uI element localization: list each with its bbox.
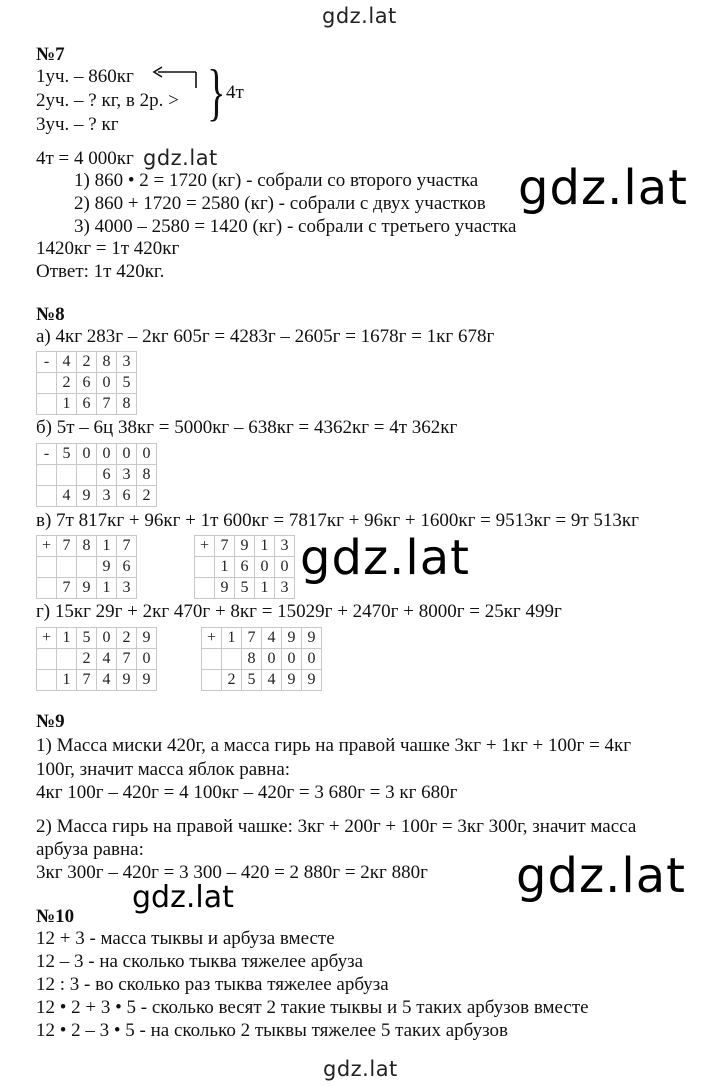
digit-cell: 1 <box>57 670 77 691</box>
expression-line: 12 • 2 + 3 • 5 - сколько весят 2 такие тыквы и 5 таких арбузов вместе <box>36 997 589 1018</box>
solution-step: 3) 4000 – 2580 = 1420 (кг) - собрали с третьего участка <box>74 216 517 237</box>
digit-cell: 5 <box>235 578 255 599</box>
digit-cell: 8 <box>97 352 117 373</box>
solution-step: 1) 860 • 2 = 1720 (кг) - собрали со второго участка <box>74 170 479 191</box>
digit-cell: 6 <box>77 394 97 415</box>
digit-cell: 0 <box>275 557 295 578</box>
digit-cell: 0 <box>137 649 157 670</box>
digit-cell: 6 <box>117 486 137 507</box>
digit-cell <box>77 557 97 578</box>
digit-cell: 5 <box>242 670 262 691</box>
digit-cell: 2 <box>77 352 97 373</box>
digit-cell: 4 <box>262 670 282 691</box>
digit-cell: 1 <box>57 394 77 415</box>
digit-cell: 1 <box>57 628 77 649</box>
digit-cell: + <box>195 536 215 557</box>
digit-cell: 9 <box>235 536 255 557</box>
digit-cell <box>37 670 57 691</box>
digit-cell: 6 <box>235 557 255 578</box>
column-calc-g2 <box>201 627 322 691</box>
digit-cell: 9 <box>97 557 117 578</box>
digit-cell: 1 <box>255 536 275 557</box>
answer-line: Ответ: 1т 420кг. <box>36 261 165 282</box>
digit-cell: 2 <box>137 486 157 507</box>
digit-cell <box>202 649 222 670</box>
column-calc-v2 <box>194 535 295 599</box>
problem-7-title: №7 <box>36 44 65 65</box>
equation-b: б) 5т – 6ц 38кг = 5000кг – 638кг = 4362кг = 4т 362кг <box>36 417 458 438</box>
digit-cell <box>37 486 57 507</box>
problem-8-title: №8 <box>36 304 65 325</box>
digit-cell: 6 <box>77 373 97 394</box>
column-calc-b <box>36 443 157 507</box>
digit-cell: 0 <box>262 649 282 670</box>
text-line: 1) Масса миски 420г, а масса гирь на правой чашке 3кг + 1кг + 100г = 4кг <box>36 735 632 756</box>
digit-cell: 8 <box>137 465 157 486</box>
digit-cell: 7 <box>97 394 117 415</box>
digit-cell: 9 <box>137 670 157 691</box>
digit-cell: 2 <box>57 373 77 394</box>
digit-cell: 8 <box>117 394 137 415</box>
digit-cell <box>37 557 57 578</box>
digit-cell: 1 <box>97 536 117 557</box>
digit-cell: 5 <box>77 628 97 649</box>
watermark-large: gdz.lat <box>518 160 688 216</box>
brace-icon: } <box>207 56 226 127</box>
text-line: 4кг 100г – 420г = 4 100кг – 420г = 3 680г = 3 кг 680г <box>36 782 458 803</box>
digit-cell: 8 <box>77 536 97 557</box>
expression-line: 12 – 3 - на сколько тыква тяжелее арбуза <box>36 951 364 972</box>
digit-cell: 8 <box>242 649 262 670</box>
digit-cell <box>77 465 97 486</box>
digit-cell: 2 <box>222 670 242 691</box>
watermark-bottom: gdz.lat <box>323 1057 398 1081</box>
digit-cell: 7 <box>242 628 262 649</box>
digit-cell: 1 <box>255 578 275 599</box>
digit-cell: + <box>37 628 57 649</box>
digit-cell: 0 <box>97 628 117 649</box>
given-line: 3уч. – ? кг <box>36 114 119 135</box>
digit-cell: 3 <box>97 486 117 507</box>
digit-cell <box>195 557 215 578</box>
watermark-large: gdz.lat <box>516 848 686 904</box>
digit-cell: 7 <box>77 670 97 691</box>
digit-cell: 6 <box>117 557 137 578</box>
digit-cell: 0 <box>117 444 137 465</box>
digit-cell <box>37 649 57 670</box>
digit-cell: 4 <box>97 670 117 691</box>
digit-cell: - <box>37 352 57 373</box>
digit-cell: 7 <box>57 536 77 557</box>
text-line: 2) Масса гирь на правой чашке: 3кг + 200г + 100г = 3кг 300г, значит масса <box>36 816 637 837</box>
text-line: 3кг 300г – 420г = 3 300 – 420 = 2 880г = 2кг 880г <box>36 862 428 883</box>
digit-cell: 0 <box>97 444 117 465</box>
digit-cell: 7 <box>117 649 137 670</box>
digit-cell: 2 <box>117 628 137 649</box>
digit-cell <box>57 649 77 670</box>
digit-cell: 9 <box>77 578 97 599</box>
digit-cell <box>37 373 57 394</box>
digit-cell: 0 <box>77 444 97 465</box>
digit-cell <box>37 578 57 599</box>
digit-cell: 4 <box>262 628 282 649</box>
digit-cell: 9 <box>302 670 322 691</box>
digit-cell <box>57 465 77 486</box>
digit-cell <box>37 465 57 486</box>
digit-cell: 9 <box>302 628 322 649</box>
digit-cell: + <box>37 536 57 557</box>
digit-cell: 1 <box>97 578 117 599</box>
digit-cell: 0 <box>137 444 157 465</box>
arrow-icon <box>150 62 200 90</box>
problem-10-title: №10 <box>36 906 75 927</box>
digit-cell: 4 <box>57 352 77 373</box>
equation-g: г) 15кг 29г + 2кг 470г + 8кг = 15029г + 2470г + 8000г = 25кг 499г <box>36 601 562 622</box>
digit-cell: 9 <box>282 670 302 691</box>
expression-line: 12 + 3 - масса тыквы и арбуза вместе <box>36 928 335 949</box>
digit-cell: 3 <box>117 578 137 599</box>
result-line: 1420кг = 1т 420кг <box>36 238 180 259</box>
digit-cell: 4 <box>57 486 77 507</box>
digit-cell: 1 <box>222 628 242 649</box>
expression-line: 12 : 3 - во сколько раз тыква тяжелее арбуза <box>36 974 389 995</box>
column-calc-v1 <box>36 535 137 599</box>
digit-cell: 6 <box>97 465 117 486</box>
digit-cell: 4 <box>97 649 117 670</box>
column-calc-a <box>36 351 137 415</box>
digit-cell: 2 <box>77 649 97 670</box>
watermark-medium: gdz.lat <box>132 880 234 915</box>
watermark-top: gdz.lat <box>322 4 397 28</box>
digit-cell <box>37 394 57 415</box>
digit-cell: 0 <box>97 373 117 394</box>
digit-cell: 3 <box>117 352 137 373</box>
text-line: 100г, значит масса яблок равна: <box>36 759 291 780</box>
watermark-large: gdz.lat <box>300 530 470 586</box>
given-line: 1уч. – 860кг <box>36 66 134 87</box>
digit-cell <box>57 557 77 578</box>
digit-cell: 3 <box>275 536 295 557</box>
digit-cell: 9 <box>215 578 235 599</box>
watermark-inline: gdz.lat <box>143 146 218 170</box>
digit-cell: - <box>37 444 57 465</box>
digit-cell <box>202 670 222 691</box>
text-line: арбуза равна: <box>36 839 144 860</box>
total-weight: 4т <box>226 82 244 103</box>
digit-cell: 0 <box>255 557 275 578</box>
expression-line: 12 • 2 – 3 • 5 - на сколько 2 тыквы тяжелее 5 таких арбузов <box>36 1020 508 1041</box>
digit-cell: + <box>202 628 222 649</box>
digit-cell: 9 <box>117 670 137 691</box>
solution-step: 2) 860 + 1720 = 2580 (кг) - собрали с двух участков <box>74 193 486 214</box>
digit-cell <box>195 578 215 599</box>
digit-cell: 3 <box>117 465 137 486</box>
digit-cell: 1 <box>215 557 235 578</box>
digit-cell: 0 <box>302 649 322 670</box>
column-calc-g1 <box>36 627 157 691</box>
digit-cell: 0 <box>282 649 302 670</box>
digit-cell: 3 <box>275 578 295 599</box>
digit-cell: 7 <box>117 536 137 557</box>
problem-9-title: №9 <box>36 711 65 732</box>
digit-cell: 9 <box>137 628 157 649</box>
conversion: 4т = 4 000кг <box>36 148 134 169</box>
digit-cell: 9 <box>77 486 97 507</box>
digit-cell: 7 <box>57 578 77 599</box>
digit-cell: 5 <box>117 373 137 394</box>
digit-cell: 7 <box>215 536 235 557</box>
digit-cell: 9 <box>282 628 302 649</box>
digit-cell: 5 <box>57 444 77 465</box>
given-line: 2уч. – ? кг, в 2р. > <box>36 90 179 111</box>
equation-a: а) 4кг 283г – 2кг 605г = 4283г – 2605г = 1678г = 1кг 678г <box>36 326 495 347</box>
equation-v: в) 7т 817кг + 96кг + 1т 600кг = 7817кг + 96кг + 1600кг = 9513кг = 9т 513кг <box>36 510 639 531</box>
digit-cell <box>222 649 242 670</box>
